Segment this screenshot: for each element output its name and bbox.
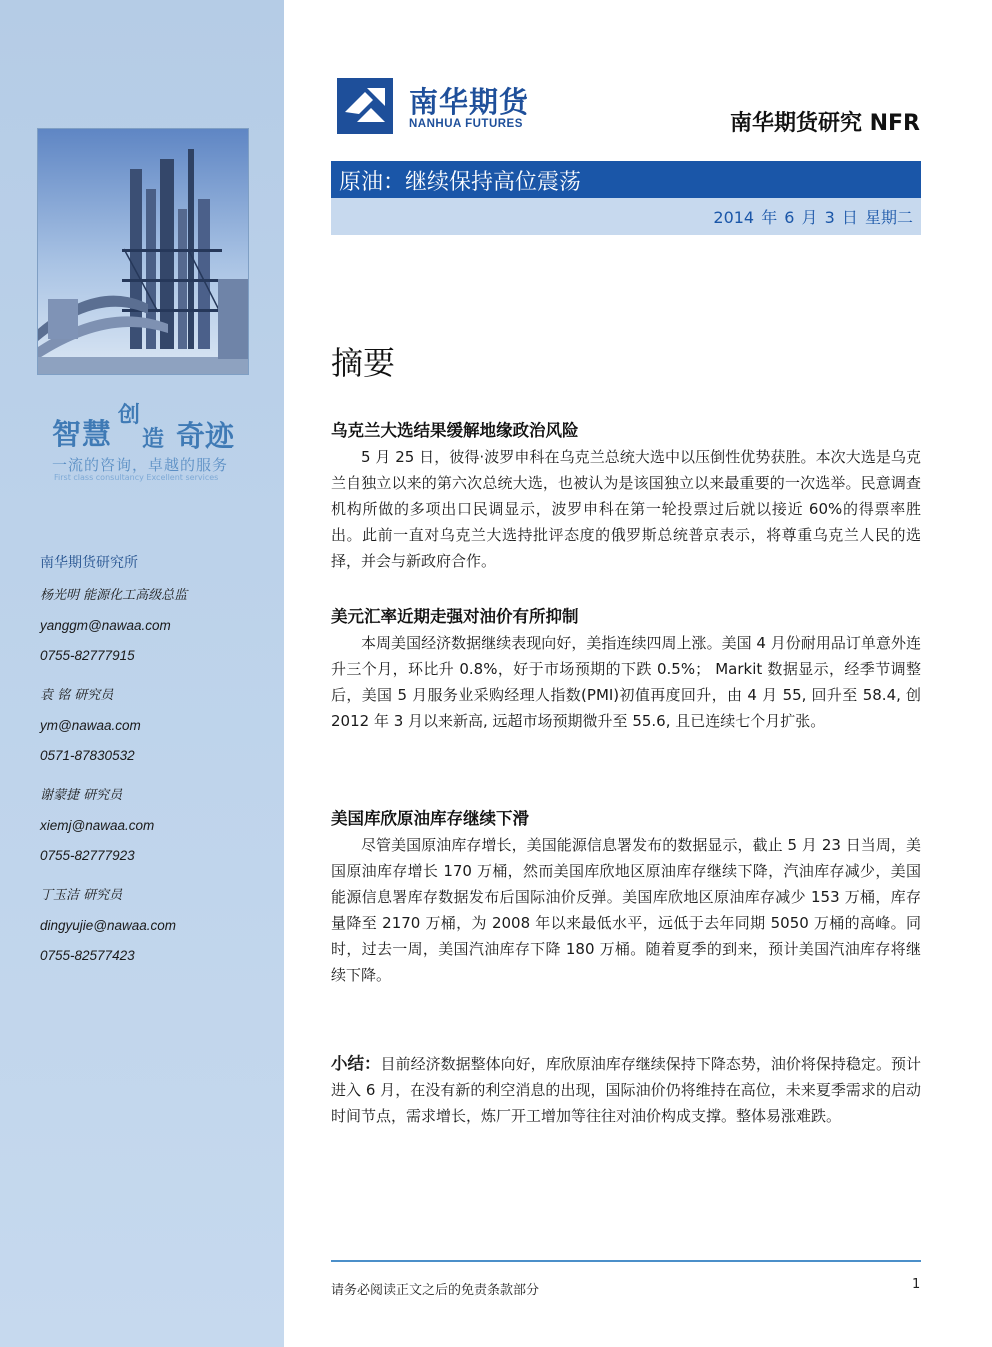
- footer-disclaimer[interactable]: 请务必阅读正文之后的免责条款部分: [331, 1283, 540, 1298]
- slogan-part-3: 造: [142, 426, 165, 452]
- section-ukraine: [331, 418, 921, 574]
- report-title: 原油：继续保持高位震荡: [339, 170, 582, 195]
- summary-body: 目前经济数据整体向好，库欣原油库存继续保持下降态势，油价将保持稳定。预计进入 6 月，在没有新的利空消息的出现，国际油价仍将维持在高位，未来夏季需求的启动时间节点，需求增长，炼厂开工增加等往往对油价构成支撑。整体易涨难跌。: [331, 1055, 921, 1125]
- slogan-chinese: [50, 398, 260, 454]
- research-tag: 南华期货研究 NFR: [729, 111, 920, 136]
- footer-divider: [331, 1260, 921, 1262]
- company-logo: [337, 78, 547, 136]
- section-cushing: [331, 806, 921, 988]
- slogan-part-4: 奇迹: [176, 419, 235, 453]
- summary: [331, 1051, 921, 1129]
- logo-chinese-name: 南华期货: [409, 85, 530, 119]
- contact-email[interactable]: dingyujie@nawaa.com: [40, 918, 177, 933]
- summary-label: 小结：: [331, 1054, 381, 1073]
- contact-phone: 0755-82777923: [40, 848, 135, 863]
- section-body: 5 月 25 日，彼得·波罗申科在乌克兰总统大选中以压倒性优势获胜。本次大选是乌克兰自独立以来的第六次总统大选，也被认为是该国独立以来最重要的一次选举。民意调查机构所做的多项出口民调显示，波罗申科在第一轮投票过后就以接近 60%的得票率胜出。此前一直对乌克兰大选持批评态度的俄罗斯总统普京表示，将尊重乌克兰人民的选择，并会与新政府合作。: [331, 448, 921, 570]
- slogan-english: First class consultancy Excellent services: [54, 473, 219, 482]
- contact-name: 谢蒙捷 研究员: [40, 788, 123, 803]
- sidebar: [0, 0, 284, 1347]
- contact-entry: [40, 686, 270, 776]
- contact-name: 丁玉洁 研究员: [40, 888, 123, 903]
- contact-phone: 0755-82577423: [40, 948, 135, 963]
- slogan-part-2: 创: [118, 402, 141, 428]
- section-body: 尽管美国原油库存增长，美国能源信息署发布的数据显示，截止 5 月 23 日当周，美国原油库存增长 170 万桶，然而美国库欣地区原油库存继续下降，汽油库存减少，美国能源信息署库存数据发布后国际油价反弹。美国库欣地区原油库存减少 153 万桶，库存量降至 2170 万桶，为 2008 年以来最低水平，远低于去年同期 5050 万桶的高峰。同时，过去一周，美国汽油库存下降 180 万桶。随着夏季的到来，预计美国汽油库存将继续下降。: [331, 836, 921, 984]
- contact-entry: [40, 886, 270, 976]
- contact-entry: [40, 786, 270, 876]
- section-dollar: [331, 604, 921, 734]
- section-heading: 美国库欣原油库存继续下滑: [331, 809, 529, 828]
- report-date-bar: [331, 198, 921, 235]
- report-title-bar: [331, 161, 921, 198]
- contact-email[interactable]: ym@nawaa.com: [40, 718, 141, 733]
- contact-email[interactable]: yanggm@nawaa.com: [40, 618, 171, 633]
- logo-english-name: NANHUA FUTURES: [409, 118, 523, 130]
- contact-email[interactable]: xiemj@nawaa.com: [40, 818, 155, 833]
- refinery-photo: [37, 128, 249, 375]
- section-heading: 美元汇率近期走强对油价有所抑制: [331, 607, 579, 626]
- research-institute: 南华期货研究所: [40, 555, 138, 571]
- logo-mark-icon: [337, 78, 393, 134]
- section-body: 本周美国经济数据继续表现向好，美指连续四周上涨。美国 4 月份耐用品订单意外连升三个月，环比升 0.8%，好于市场预期的下跌 0.5%； Markit 数据显示，经季节调整后，美国 5 月服务业采购经理人指数(PMI)初值再度回升，由 4 月 55, 回升至 58.4, 创 2012 年 3 月以来新高, 远超市场预期微升至 55.6, 且已连续七个月扩张。: [331, 634, 921, 730]
- page-number: 1: [912, 1277, 921, 1292]
- section-heading: 乌克兰大选结果缓解地缘政治风险: [331, 421, 579, 440]
- contacts: [40, 552, 270, 986]
- slogan-subtitle: 一流的咨询，卓越的服务: [52, 456, 229, 474]
- contact-entry: [40, 586, 270, 676]
- report-date: 2014 年 6 月 3 日 星期二: [713, 208, 913, 227]
- contact-name: 袁 铭 研究员: [40, 688, 114, 703]
- contact-phone: 0571-87830532: [40, 748, 135, 763]
- abstract-heading: 摘要: [331, 344, 396, 382]
- contact-phone: 0755-82777915: [40, 648, 135, 663]
- slogan: [50, 398, 260, 482]
- slogan-part-1: 智慧: [52, 417, 113, 451]
- contact-name: 杨光明 能源化工高级总监: [40, 588, 188, 603]
